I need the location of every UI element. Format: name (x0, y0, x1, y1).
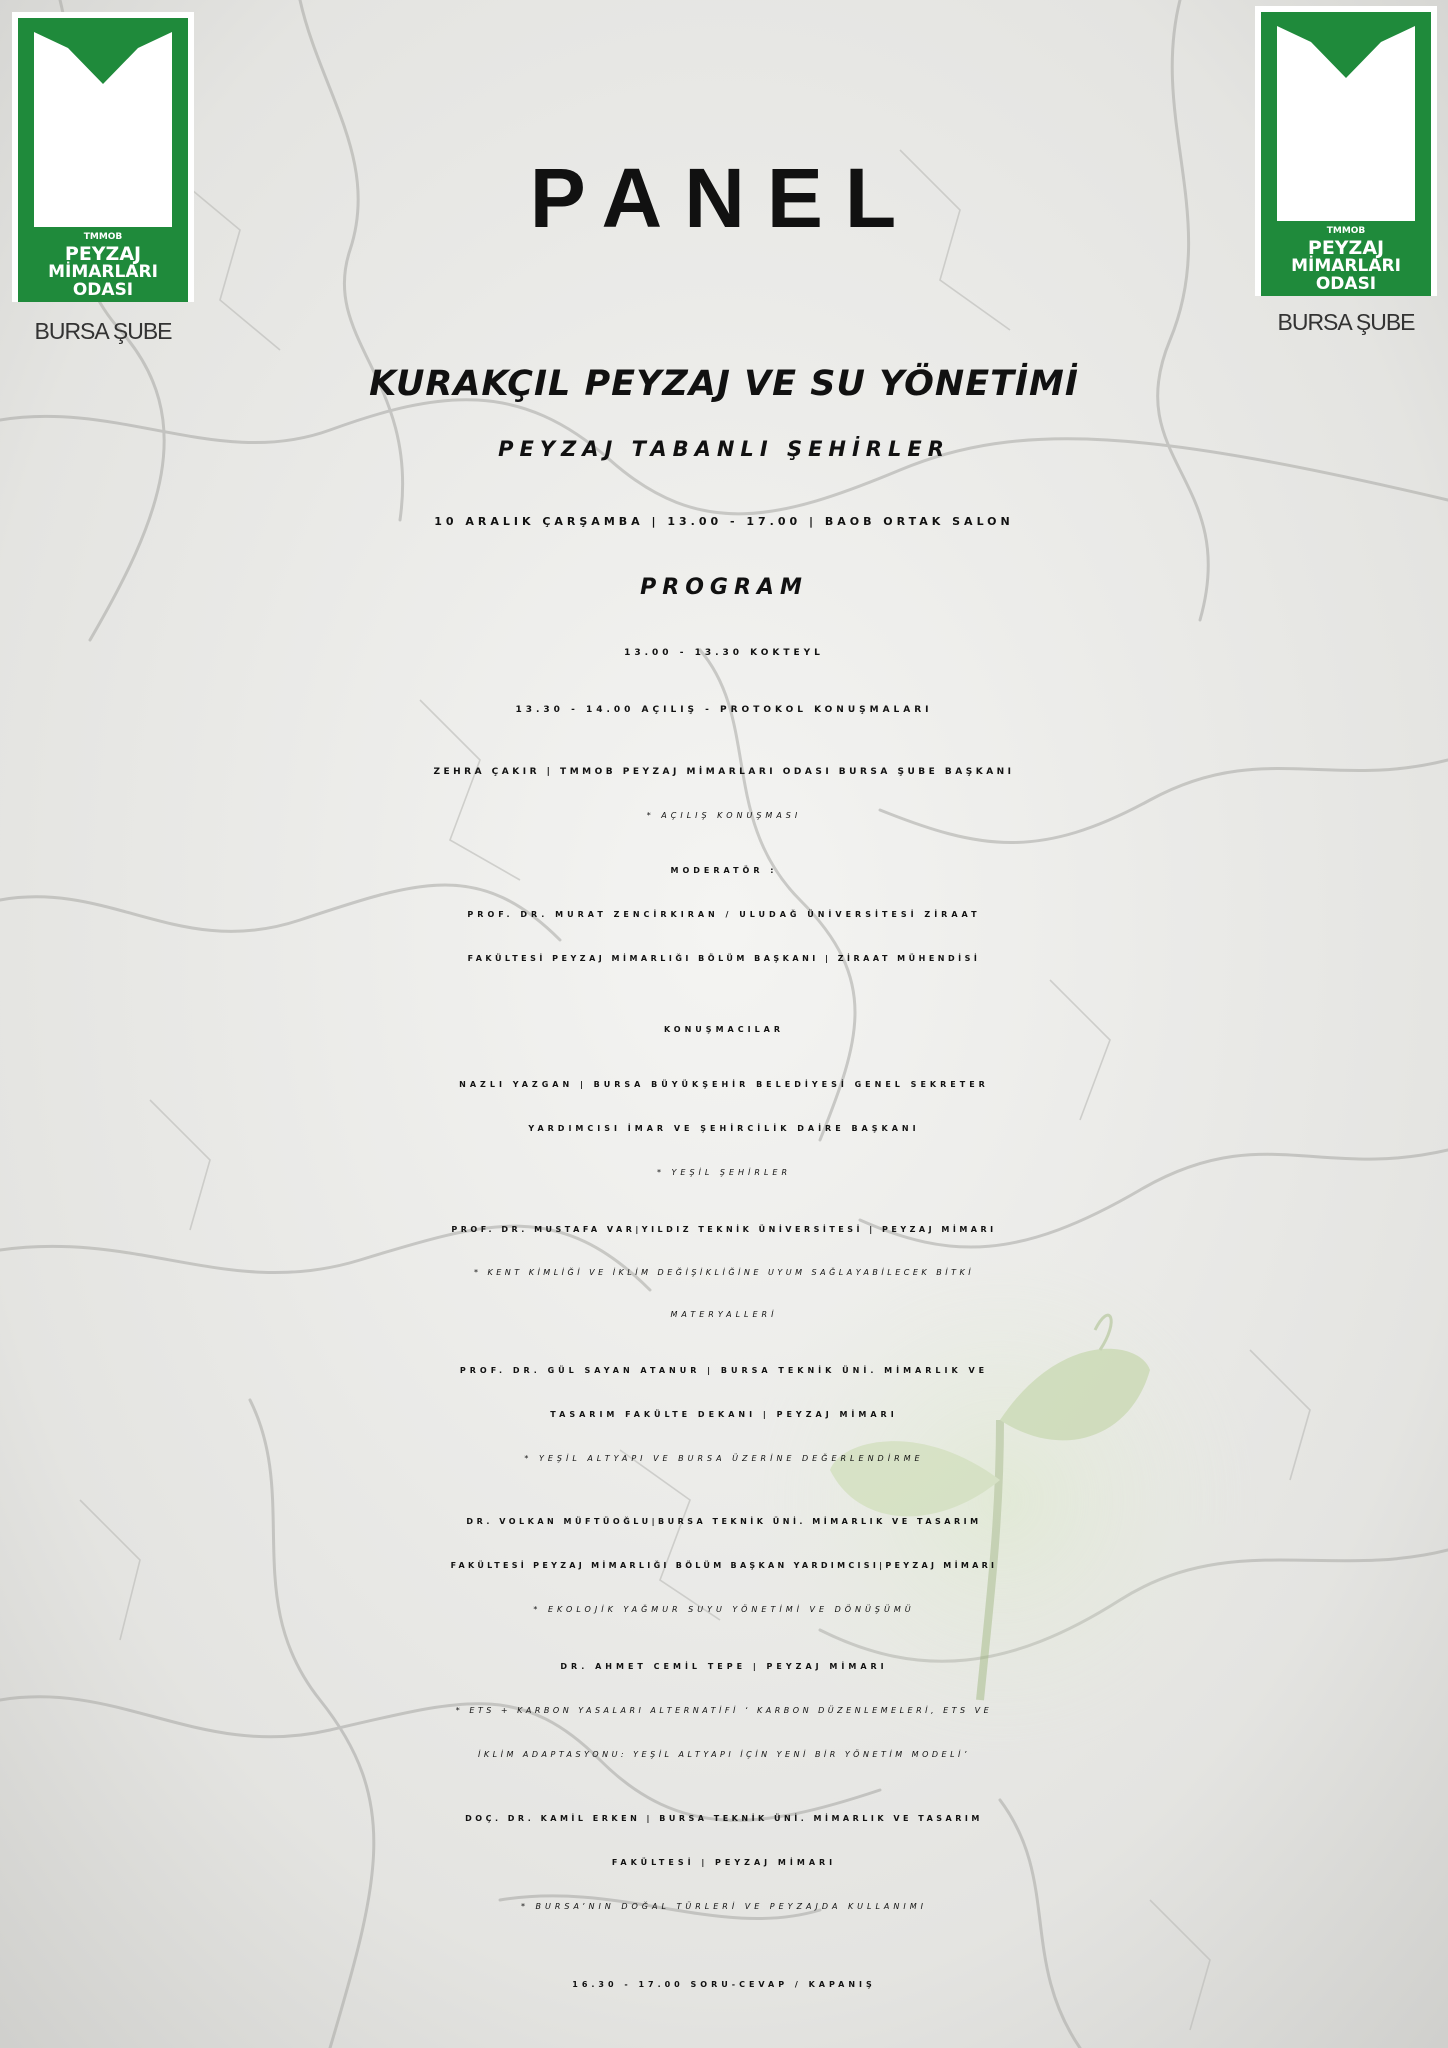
logo-org-line1: PEYZAJ (64, 243, 142, 265)
opening-topic: * AÇILIŞ KONUŞMASI (646, 811, 802, 820)
session-opening: 13.30 - 14.00 AÇILIŞ - PROTOKOL KONUŞMALARI (515, 705, 933, 715)
speaker-6-topic: * BURSA’NIN DOĞAL TÜRLERİ VE PEYZAJDA KULLANIMI (520, 1902, 928, 1911)
panel-heading: PANEL (529, 151, 919, 245)
logo-org-line1: PEYZAJ (1307, 237, 1385, 259)
logo-org-small: TMMOB (83, 232, 123, 242)
speaker-3-topic: * YEŞİL ALTYAPI VE BURSA ÜZERİNE DEĞERLENDİRME (524, 1454, 924, 1463)
speakers-heading: KONUŞMACILAR (663, 1025, 785, 1034)
speaker-2-topic-1: * KENT KİMLİĞİ VE İKLİM DEĞİŞİKLİĞİNE UYUM SAĞLAYABİLECEK BİTKİ (473, 1268, 975, 1277)
event-subtitle: PEYZAJ TABANLI ŞEHİRLER (498, 437, 950, 461)
opening-speaker: ZEHRA ÇAKIR | TMMOB PEYZAJ MİMARLARI ODASI BURSA ŞUBE BAŞKANI (433, 767, 1015, 777)
logo-org-line3: ODASI (1315, 274, 1377, 294)
speaker-2-line-1: PROF. DR. MUSTAFA VAR|YILDIZ TEKNİK ÜNİVERSİTESİ | PEYZAJ MİMARI (451, 1225, 997, 1234)
logo-org-line2: MİMARLARI (48, 262, 158, 282)
moderator-heading: MODERATÖR : (670, 866, 778, 875)
event-date-venue: 10 ARALIK ÇARŞAMBA | 13.00 - 17.00 | BAOB ORTAK SALON (434, 515, 1014, 528)
speaker-5-topic-2: İKLİM ADAPTASYONU: YEŞİL ALTYAPI İÇİN YENİ BİR YÖNETİM MODELİ’ (478, 1750, 970, 1759)
speaker-4-topic: * EKOLOJİK YAĞMUR SUYU YÖNETİMİ VE DÖNÜŞÜMÜ (533, 1605, 915, 1614)
session-cocktail: 13.00 - 13.30 KOKTEYL (624, 648, 824, 658)
program-heading: PROGRAM (640, 575, 808, 600)
logo-branch: BURSA ŞUBE (34, 318, 172, 344)
speaker-4-line-1: DR. VOLKAN MÜFTÜOĞLU|BURSA TEKNİK ÜNİ. MİMARLIK VE TASARIM (466, 1517, 982, 1526)
session-closing: 16.30 - 17.00 SORU-CEVAP / KAPANIŞ (572, 1980, 876, 1989)
speaker-1-topic: * YEŞİL ŞEHİRLER (656, 1168, 792, 1177)
moderator-line-1: PROF. DR. MURAT ZENCİRKIRAN / ULUDAĞ ÜNİVERSİTESİ ZİRAAT (467, 910, 981, 919)
speaker-6-line-2: FAKÜLTESİ | PEYZAJ MİMARI (611, 1858, 837, 1867)
speaker-2-topic-2: MATERYALLERİ (670, 1310, 778, 1319)
speaker-5-topic-1: * ETS + KARBON YASALARI ALTERNATİFİ ‘ KARBON DÜZENLEMELERİ, ETS VE (455, 1706, 993, 1715)
speaker-1-line-2: YARDIMCISI İMAR VE ŞEHİRCİLİK DAİRE BAŞKANI (528, 1124, 920, 1133)
speaker-4-line-2: FAKÜLTESİ PEYZAJ MİMARLIĞI BÖLÜM BAŞKAN YARDIMCISI|PEYZAJ MİMARI (450, 1561, 998, 1570)
speaker-6-line-1: DOÇ. DR. KAMİL ERKEN | BURSA TEKNİK ÜNİ. MİMARLIK VE TASARIM (465, 1814, 983, 1823)
speaker-5-line-1: DR. AHMET CEMİL TEPE | PEYZAJ MİMARI (560, 1662, 888, 1671)
speaker-3-line-1: PROF. DR. GÜL SAYAN ATANUR | BURSA TEKNİK ÜNİ. MİMARLIK VE (459, 1366, 989, 1375)
speaker-1-line-1: NAZLI YAZGAN | BURSA BÜYÜKŞEHİR BELEDİYESİ GENEL SEKRETER (459, 1080, 989, 1089)
speaker-3-line-2: TASARIM FAKÜLTE DEKANI | PEYZAJ MİMARI (550, 1410, 898, 1419)
logo-org-small: TMMOB (1326, 226, 1366, 236)
logo-branch: BURSA ŞUBE (1277, 309, 1415, 335)
moderator-line-2: FAKÜLTESİ PEYZAJ MİMARLIĞI BÖLÜM BAŞKANI | ZİRAAT MÜHENDİSİ (467, 954, 981, 963)
logo-org-line2: MİMARLARI (1291, 256, 1401, 276)
logo-org-line3: ODASI (72, 280, 134, 300)
event-title: KURAKÇIL PEYZAJ VE SU YÖNETİMİ (369, 364, 1079, 404)
